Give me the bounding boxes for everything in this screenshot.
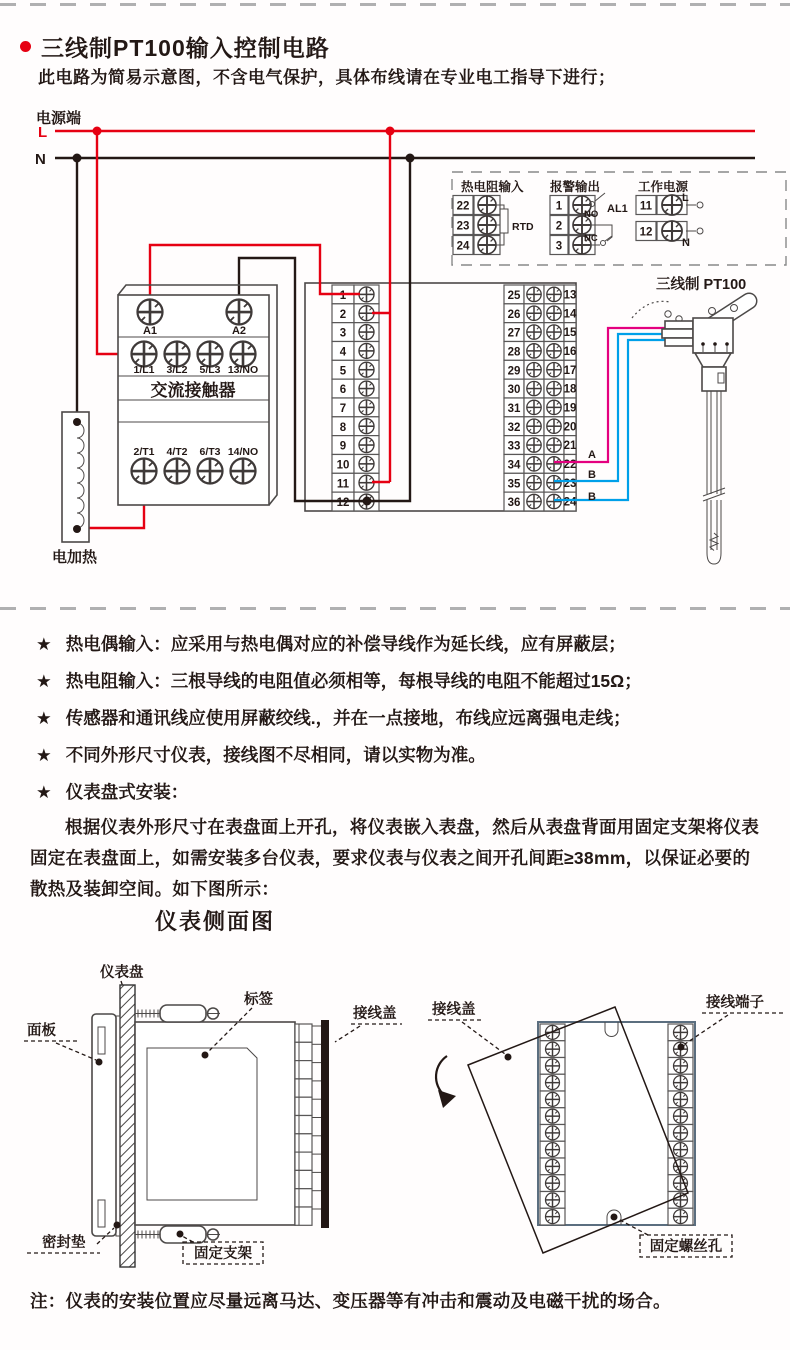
terminal-label: 3/L2 — [166, 364, 188, 376]
note-item — [36, 706, 764, 730]
terminal-row — [295, 1116, 321, 1134]
pt100-sensor — [632, 276, 749, 564]
terminal-row — [504, 436, 577, 455]
wire-b1-blue — [554, 334, 715, 481]
terminal-cover-bar — [321, 1020, 329, 1228]
note-item — [36, 669, 764, 693]
svg-text:11: 11 — [639, 200, 653, 213]
pin-dot — [701, 342, 705, 346]
note-text: 不同外形尺寸仪表，接线图不尽相同，请以实物为准。 — [65, 745, 486, 765]
terminal-row — [504, 379, 577, 398]
pointer-dot — [177, 1231, 184, 1238]
svg-text:3: 3 — [555, 240, 563, 253]
star-icon: ★ — [36, 745, 52, 765]
terminal-row — [504, 417, 576, 436]
svg-text:12: 12 — [336, 497, 350, 510]
pin-dot — [713, 342, 717, 346]
pointer-dot — [202, 1052, 209, 1059]
svg-text:20: 20 — [563, 421, 577, 434]
mounting-panel — [120, 985, 135, 1267]
svg-text:10: 10 — [336, 459, 350, 472]
side-view-title: 仪表侧面图 — [155, 909, 276, 934]
note-item — [36, 743, 764, 767]
instrument-terminal-strip-left — [332, 285, 379, 511]
power-n-label: N — [682, 237, 690, 249]
relay-nc-contact — [601, 241, 606, 246]
note-text: 仪表盘式安装： — [65, 782, 189, 802]
power-group-title: 工作电源 — [638, 180, 689, 194]
svg-text:27: 27 — [507, 327, 521, 340]
star-icon: ★ — [36, 634, 52, 654]
sensor-tip — [707, 553, 721, 564]
power-l-label: L — [682, 192, 689, 204]
svg-text:31: 31 — [507, 402, 521, 415]
sensor-gland — [665, 321, 693, 329]
terminal-row — [332, 323, 379, 342]
power-rails — [35, 109, 755, 168]
page-subtitle: 此电路为简易示意图，不含电气保护，具体布线请在专业电工指导下进行； — [38, 68, 616, 87]
screw-4t2 — [165, 459, 190, 484]
svg-text:26: 26 — [507, 308, 521, 321]
terminal-row — [332, 436, 379, 455]
svg-text:5: 5 — [339, 365, 347, 378]
screw-hole-label: 固定螺丝孔 — [649, 1239, 723, 1255]
note-text: 传感器和通讯线应使用屏蔽绞线.，并在一点接地，布线应远离强电走线； — [65, 708, 631, 728]
svg-text:24: 24 — [563, 496, 577, 509]
middle-dashed-divider — [0, 607, 790, 610]
red-bullet-icon — [20, 41, 31, 52]
contactor-name: 交流接触器 — [150, 381, 236, 400]
terminal-row — [295, 1042, 321, 1060]
bracket-label: 固定支架 — [194, 1246, 252, 1262]
svg-text:30: 30 — [507, 384, 521, 397]
screw-a2 — [227, 300, 252, 325]
notes-list — [36, 632, 764, 817]
terminal-row — [504, 398, 576, 417]
alarm-group-title: 报警输出 — [550, 180, 601, 194]
pointer-line — [685, 1013, 784, 1044]
terminal-label: 2/T1 — [133, 446, 155, 458]
line-n-label: N — [35, 151, 46, 168]
svg-text:22: 22 — [563, 458, 577, 471]
svg-text:2: 2 — [555, 220, 563, 233]
electric-heater — [52, 412, 98, 566]
terminal-label: 5/L3 — [199, 364, 221, 376]
sensor-wires — [554, 328, 727, 503]
svg-text:15: 15 — [563, 327, 577, 340]
rtd-label: RTD — [512, 221, 534, 233]
terminal-row — [332, 341, 379, 360]
sensor-neck — [702, 367, 726, 391]
terminal-row — [332, 417, 379, 436]
coil-a2-label: A2 — [231, 325, 247, 337]
bottom-clamp — [135, 1226, 220, 1243]
svg-text:33: 33 — [507, 440, 521, 453]
pointer-line — [24, 1041, 96, 1060]
svg-text:35: 35 — [507, 478, 521, 491]
junction-dot — [386, 127, 395, 136]
relay-nc-label: NC — [584, 233, 598, 244]
screw-5l3 — [198, 342, 223, 367]
terminal-row — [295, 1207, 321, 1225]
relay-no-label: NO — [584, 209, 599, 220]
svg-text:29: 29 — [507, 365, 521, 378]
top-clamp — [135, 1005, 220, 1022]
terminal-row — [504, 360, 576, 379]
power-l-node — [697, 202, 703, 208]
svg-text:34: 34 — [507, 459, 521, 472]
pin-dot — [725, 342, 729, 346]
pointer-line — [335, 1024, 402, 1042]
working-power-group — [636, 179, 703, 249]
svg-text:23: 23 — [456, 220, 470, 233]
terminal-row — [332, 454, 379, 473]
wire-b1-label: B — [588, 469, 596, 481]
instrument-terminal-strip-right — [504, 285, 577, 511]
pointer-dot — [114, 1222, 121, 1229]
svg-text:2: 2 — [339, 308, 347, 321]
rotation-arrow-arc — [436, 1056, 447, 1095]
screw-6t3 — [198, 459, 223, 484]
coil-a1-label: A1 — [142, 325, 158, 337]
rear-view-diagram — [428, 994, 784, 1257]
panel-board-label: 仪表盘 — [100, 965, 144, 981]
terminal-function-box — [452, 172, 786, 265]
terminal-row — [295, 1097, 321, 1115]
terminal-row — [504, 454, 576, 473]
side-view-terminal-cells — [295, 1024, 321, 1225]
power-source-label: 电源端 — [36, 110, 82, 127]
svg-text:18: 18 — [563, 383, 577, 396]
rtd-resistor — [500, 209, 508, 233]
terminal-label: 4/T2 — [166, 446, 188, 458]
svg-text:12: 12 — [639, 226, 653, 239]
sensor-neck-funnel — [695, 353, 731, 367]
terminal-row — [295, 1134, 321, 1152]
rotation-arrow-head — [438, 1090, 456, 1108]
terminal-label: 6/T3 — [199, 446, 221, 458]
screw-a1 — [138, 300, 163, 325]
pointer-dot — [678, 1044, 685, 1051]
terminal-row — [295, 1061, 321, 1079]
screw-2t1 — [132, 459, 157, 484]
installation-diagrams — [0, 950, 790, 1282]
terminal-row — [332, 304, 379, 323]
note-item — [36, 780, 764, 804]
pointer-dot — [505, 1054, 512, 1061]
svg-text:4: 4 — [339, 346, 347, 359]
pointer-dot — [611, 1214, 618, 1221]
line-l-label: L — [38, 124, 48, 141]
front-panel-label: 面板 — [27, 1023, 56, 1039]
heater-label: 电加热 — [52, 549, 98, 566]
instrument-body-side — [135, 1022, 295, 1225]
star-icon: ★ — [36, 671, 52, 691]
sensor-title: 三线制 PT100 — [656, 277, 747, 293]
rtd-input-group — [453, 179, 534, 255]
terminal-row — [295, 1170, 321, 1188]
terminal-row — [295, 1024, 321, 1042]
install-paragraph: 根据仪表外形尺寸在表盘面上开孔，将仪表嵌入表盘，然后从表盘背面用固定支架将仪表固定在表盘面上，如需安装多台仪表，要求仪表与仪表之间开孔间距≥38mm，以保证必要的散热及装卸空间。如下图所示： — [30, 817, 760, 899]
svg-text:23: 23 — [563, 477, 577, 490]
svg-text:6: 6 — [339, 384, 347, 397]
heater-bottom-node — [73, 525, 81, 533]
note-text: 热电偶输入：应采用与热电偶对应的补偿导线作为延长线，应有屏蔽层； — [65, 634, 626, 654]
tag-label: 标签 — [244, 992, 273, 1008]
relay-name: AL1 — [607, 203, 628, 215]
terminal-row — [636, 195, 687, 215]
svg-text:22: 22 — [456, 200, 470, 213]
svg-text:14: 14 — [563, 308, 577, 321]
pointer-line — [428, 1020, 505, 1054]
power-n-node — [697, 228, 703, 234]
svg-text:17: 17 — [563, 364, 577, 377]
side-view-diagram — [24, 963, 402, 1267]
svg-text:13: 13 — [563, 289, 577, 302]
terminal-row — [504, 341, 576, 360]
ac-contactor — [118, 285, 277, 505]
terminal-row — [332, 360, 379, 379]
junction-dot — [406, 154, 415, 163]
cap-screw — [709, 308, 716, 315]
alarm-output-group — [550, 179, 628, 255]
svg-text:21: 21 — [563, 440, 577, 453]
svg-text:25: 25 — [507, 290, 521, 302]
junction-dot — [93, 127, 102, 136]
page-title: 三线制PT100输入控制电路 — [41, 35, 330, 61]
junction-dot — [363, 497, 372, 506]
terminal-row — [504, 473, 576, 492]
svg-text:1: 1 — [555, 200, 563, 213]
section-header — [20, 30, 330, 63]
terminal-label: 13/NO — [227, 364, 259, 376]
sensor-gland — [662, 329, 693, 338]
star-icon: ★ — [36, 708, 52, 728]
star-icon: ★ — [36, 782, 52, 802]
terminal-row — [295, 1152, 321, 1170]
cover-label-left: 接线盖 — [353, 1006, 397, 1022]
screw-14no — [231, 459, 256, 484]
svg-text:8: 8 — [339, 421, 347, 434]
sensor-probe-tube — [707, 391, 721, 553]
junction-dot — [73, 154, 82, 163]
wire-b2-label: B — [588, 491, 596, 503]
cover-label-right: 接线盖 — [432, 1002, 476, 1018]
screw-3l2 — [165, 342, 190, 367]
terminal-row — [332, 473, 379, 492]
sensor-cap-hinge-arc — [632, 301, 670, 318]
footnote: 注：仪表的安装位置应尽量远离马达、变压器等有冲击和震动及电磁干扰的场合。 — [30, 1291, 671, 1311]
terminal-row — [504, 492, 577, 511]
terminal-row — [504, 323, 577, 342]
svg-text:19: 19 — [563, 402, 577, 415]
top-dashed-divider — [0, 3, 790, 6]
svg-text:11: 11 — [336, 478, 350, 491]
svg-text:28: 28 — [507, 346, 521, 359]
wire-a-label: A — [588, 449, 596, 461]
heater-top-node — [73, 418, 81, 426]
note-text: 热电阻输入：三根导线的电阻值必须相等，每根导线的电阻不能超过15Ω； — [65, 671, 642, 691]
terminal-row — [504, 304, 577, 323]
terminal-row — [295, 1189, 321, 1207]
svg-text:36: 36 — [507, 497, 521, 510]
terminal-label: 1/L1 — [133, 364, 155, 376]
svg-text:1: 1 — [339, 290, 347, 302]
svg-text:16: 16 — [563, 345, 577, 358]
note-item — [36, 632, 764, 656]
rtd-group-title: 热电阻输入 — [461, 180, 524, 194]
cap-screw — [665, 311, 671, 317]
power-terminals — [636, 195, 687, 241]
sensor-gland — [665, 338, 693, 346]
wiring-diagram — [0, 105, 790, 602]
front-bezel — [92, 1014, 116, 1236]
screw-13no — [231, 342, 256, 367]
svg-text:3: 3 — [339, 327, 347, 340]
svg-text:32: 32 — [507, 421, 521, 434]
svg-text:9: 9 — [339, 440, 347, 453]
terminal-row — [332, 398, 379, 417]
gasket-label: 密封垫 — [42, 1235, 86, 1251]
svg-text:24: 24 — [456, 240, 470, 253]
terminal-row — [295, 1079, 321, 1097]
terminal-row — [332, 379, 379, 398]
heater-body — [62, 412, 89, 542]
terminal-row — [636, 221, 687, 241]
terminal-row — [504, 285, 576, 304]
terminal-label: 14/NO — [227, 446, 259, 458]
pointer-dot — [96, 1059, 103, 1066]
relay-arm — [595, 193, 606, 202]
clamp-bracket — [160, 1005, 206, 1022]
screw-1l1 — [132, 342, 157, 367]
terminals-label: 接线端子 — [706, 995, 764, 1011]
svg-text:7: 7 — [339, 402, 347, 415]
